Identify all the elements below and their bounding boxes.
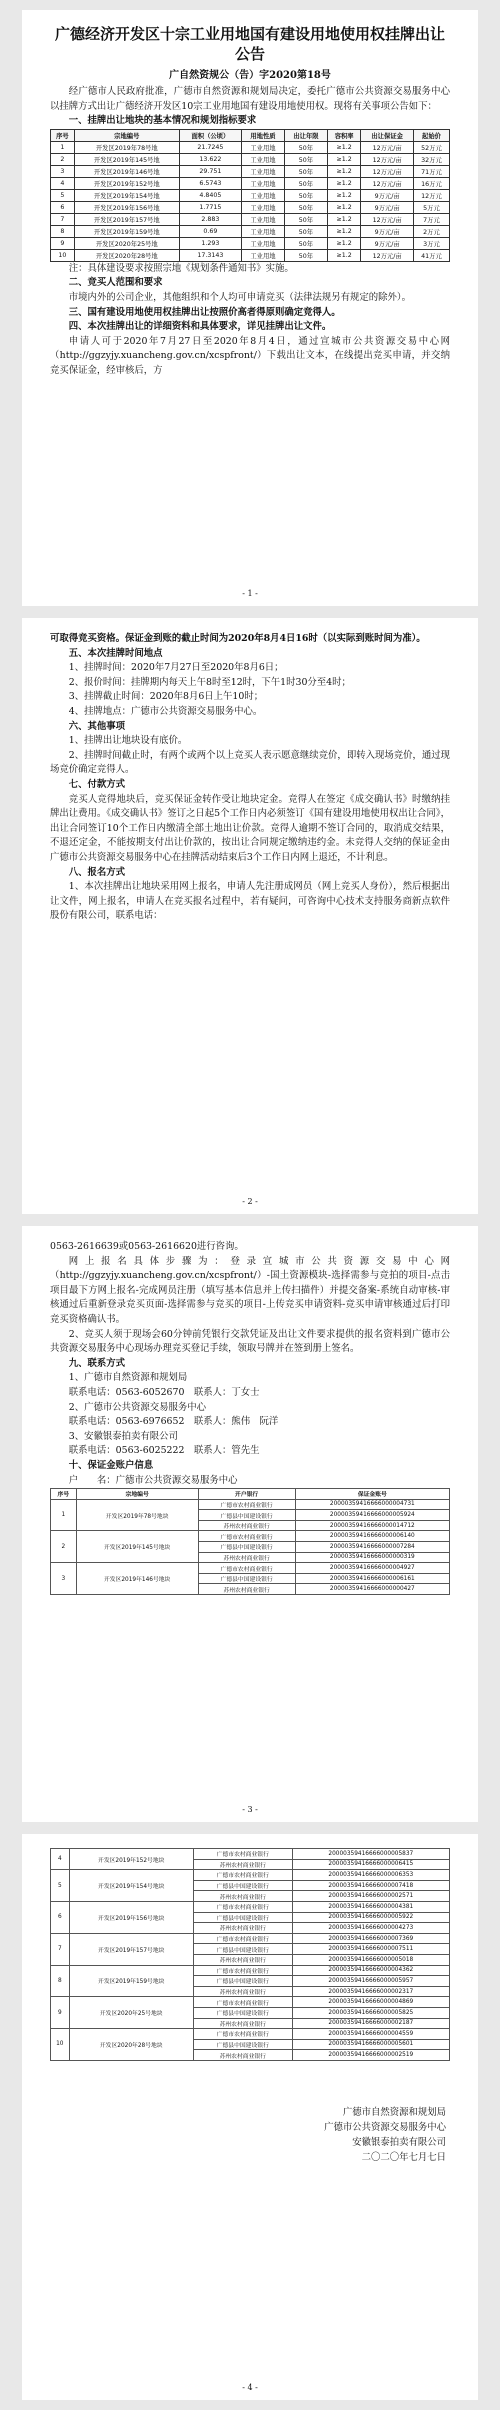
table-cell: 9 [51,237,75,249]
table-cell: ≥1.2 [327,225,360,237]
table-cell: 5 [51,189,75,201]
table-cell: 2.883 [179,213,241,225]
bank-name: 苏州农村商业银行 [193,2050,292,2061]
account-number: 20000359416666000007369 [292,1933,449,1944]
bank-name: 广德县中国建设银行 [193,1976,292,1987]
table-cell: 7万元 [413,213,449,225]
bank-name: 广德市农村商业银行 [198,1499,295,1510]
section-3-heading: 三、国有建设用地使用权挂牌出让按照价高者得原则确定竞得人。 [68,306,341,318]
table-row [51,1965,450,1976]
other-item-1: 1、挂牌出让地块设有底价。 [68,735,188,747]
table-cell: 7 [51,213,75,225]
page-title: 广德经济开发区十宗工业用地国有建设用地使用权挂牌出让公告 [54,25,445,63]
column-header: 出让保证金 [361,129,414,141]
account-number: 20000359416666000002519 [292,2050,449,2061]
account-number: 20000359416666000007418 [292,1880,449,1891]
column-header: 起始价 [413,129,449,141]
bank-name: 苏州农村商业银行 [193,1891,292,1902]
bank-name: 苏州农村商业银行 [193,1954,292,1965]
table-note: 注：具体建设要求按照宗地《规划条件通知书》实施。 [68,262,294,274]
account-number: 20000359416666000005601 [292,2039,449,2050]
table-cell: ≥1.2 [327,237,360,249]
bank-name: 苏州农村商业银行 [193,1923,292,1934]
account-number: 20000359416666000004381 [292,1901,449,1912]
table-cell: 50年 [284,153,327,165]
table-cell: 50年 [284,165,327,177]
section-9-heading: 九、联系方式 [68,1357,126,1369]
account-number: 20000359416666000014712 [295,1520,449,1531]
deposit-deadline-text: 可取得竞买资格。保证金到账的截止时间为2020年8月4日16时（以实际到账时间为准）。 [50,633,426,644]
table-row [51,1870,450,1881]
table-cell: 6 [51,201,75,213]
bank-name: 广德县中国建设银行 [193,1944,292,1955]
table-cell: 开发区2019年156号地 [74,201,179,213]
account-table-continued [50,1848,450,2061]
table-cell: 工业用地 [241,177,284,189]
account-table [50,1488,450,1595]
account-number: 20000359416666000004559 [292,2029,449,2040]
table-cell: 21.7245 [179,141,241,153]
table-cell: 6.5743 [179,177,241,189]
column-header: 容积率 [327,129,360,141]
section-1-heading: 一、挂牌出让地块的基本情况和规划指标要求 [68,115,257,127]
column-header: 用地性质 [241,129,284,141]
row-number: 4 [51,1849,70,1870]
bank-name: 广德市农村商业银行 [198,1531,295,1542]
account-number: 20000359416666000005018 [292,1954,449,1965]
table-cell: 13.622 [179,153,241,165]
table-cell: ≥1.2 [327,141,360,153]
bank-name: 广德县中国建设银行 [193,1912,292,1923]
onsite-registration: 2、竞买人须于现场会60分钟前凭银行交款凭证及出让文件要求提供的报名资料到广德市公共资源交易服务中心现场办理竞买登记手续，领取号牌并在签到册上签名。 [50,1328,450,1355]
page-3 [22,1226,478,1822]
contact-2-phone: 联系电话：0563-6976652 联系人：熊伟 阮洋 [68,1416,279,1428]
account-number: 20000359416666000006140 [295,1531,449,1542]
bank-name: 苏州农村商业银行 [193,2018,292,2029]
signature-block [50,2105,450,2165]
account-number: 20000359416666000000319 [295,1552,449,1563]
page-number: - 4 - [242,2383,258,2392]
listing-location: 4、挂牌地点：广德市公共资源交易服务中心。 [68,705,263,717]
account-table-header [51,1489,450,1500]
account-number: 20000359416666000007284 [295,1542,449,1553]
account-number: 20000359416666000002317 [292,1986,449,1997]
table-cell: 41万元 [413,249,449,261]
table-cell: 17.3143 [179,249,241,261]
column-header: 序号 [51,129,75,141]
row-number: 8 [51,1965,70,1997]
listing-time: 1、挂牌时间：2020年7月27日至2020年8月6日； [68,662,284,674]
account-number: 20000359416666000005922 [292,1912,449,1923]
bank-name: 广德市农村商业银行 [193,1901,292,1912]
page-4 [22,1834,478,2400]
parcel-table-header [51,129,450,141]
table-row [51,189,450,201]
row-number: 6 [51,1901,70,1933]
table-cell: 50年 [284,201,327,213]
account-number: 20000359416666000006161 [295,1573,449,1584]
contact-3-org: 3、安徽银泰拍卖有限公司 [68,1430,178,1442]
table-cell: ≥1.2 [327,177,360,189]
table-cell: 12万元/亩 [361,213,414,225]
signatory-2: 广德市公共资源交易服务中心 [324,2121,446,2133]
column-header: 出让年限 [284,129,327,141]
table-cell: 开发区2019年78号地 [74,141,179,153]
bank-name: 广德市农村商业银行 [193,1849,292,1860]
bank-name: 广德县中国建设银行 [193,2007,292,2018]
table-cell: 4.8405 [179,189,241,201]
table-cell: 1.7715 [179,201,241,213]
table-cell: 9万元/亩 [361,189,414,201]
table-cell: 12万元 [413,189,449,201]
signatory-3: 安徽银泰拍卖有限公司 [352,2136,446,2148]
table-cell: 1.293 [179,237,241,249]
intro-paragraph: 经广德市人民政府批准，广德市自然资源和规划局决定，委托广德市公共资源交易服务中心以挂牌方式出让广德经济开发区10宗工业用地国有建设用地使用权。现将有关事项公告如下： [50,86,450,112]
column-header: 开户银行 [198,1489,295,1500]
table-row [51,1997,450,2008]
parcel-id: 开发区2019年146号地块 [76,1563,198,1595]
table-cell: 3 [51,165,75,177]
account-number: 20000359416666000004273 [292,1923,449,1934]
table-cell: ≥1.2 [327,189,360,201]
row-number: 7 [51,1933,70,1965]
bank-name: 苏州农村商业银行 [193,1859,292,1870]
row-number: 1 [51,1499,77,1531]
table-cell: 9万元/亩 [361,201,414,213]
page-number: - 2 - [242,1197,258,1206]
parcel-id: 开发区2020年25号地块 [69,1997,193,2029]
table-cell: 开发区2019年159号地 [74,225,179,237]
table-cell: 3万元 [413,237,449,249]
table-cell: ≥1.2 [327,213,360,225]
table-cell: 32万元 [413,153,449,165]
table-cell: 10 [51,249,75,261]
table-row [51,1901,450,1912]
contact-1-org: 1、广德市自然资源和规划局 [68,1372,188,1384]
bank-name: 广德县中国建设银行 [198,1542,295,1553]
parcel-id: 开发区2019年156号地块 [69,1901,193,1933]
section-10-heading: 十、保证金账户信息 [68,1459,154,1471]
table-cell: 开发区2019年152号地 [74,177,179,189]
listing-deadline: 3、挂牌截止时间：2020年8月6日上午10时； [68,691,264,703]
payment-text: 竞买人竞得地块后，竞买保证金转作受让地块定金。竞得人在签定《成交确认书》时缴纳挂牌出让费用。《成交确认书》签订之日起5个工作日内必须签订《国有建设用地使用权出让合同》，出让合同签订10个工作日内缴清全部土地出让价款。竞得人逾期不签订合同的，取消成交结果，不退还定金，不能按期支付出让价款的，按出让合同规定缴纳违约金。未竞得人交纳的保证金由广德市公共资源交易服务中心在挂牌活动结束后3个工作日内网上退还，不计利息。 [50,793,450,863]
table-cell: 工业用地 [241,201,284,213]
table-cell: 9万元/亩 [361,225,414,237]
account-number: 20000359416666000004362 [292,1965,449,1976]
parcel-id: 开发区2019年159号地块 [69,1965,193,1997]
account-table-body [51,1499,450,1594]
parcel-id: 开发区2020年28号地块 [69,2029,193,2061]
table-cell: 12万元/亩 [361,141,414,153]
table-cell: 50年 [284,177,327,189]
table-cell: ≥1.2 [327,201,360,213]
row-number: 9 [51,1997,70,2029]
table-cell: ≥1.2 [327,249,360,261]
sign-date: 二〇二〇年七月七日 [361,2151,446,2163]
table-cell: 开发区2019年146号地 [74,165,179,177]
table-cell: 2万元 [413,225,449,237]
section-6-heading: 六、其他事项 [68,720,126,732]
support-phone: 0563-2616639或0563-2616620进行咨询。 [50,1241,244,1252]
table-cell: 5万元 [413,201,449,213]
account-number: 20000359416666000005957 [292,1976,449,1987]
parcel-id: 开发区2019年152号地块 [69,1849,193,1870]
table-row [51,237,450,249]
row-number: 5 [51,1870,70,1902]
contact-1-phone: 联系电话：0563-6052670 联系人：丁女士 [68,1386,260,1398]
table-row [51,153,450,165]
bank-name: 广德县中国建设银行 [193,1880,292,1891]
online-registration-steps: 网上报名具体步骤为：登录宣城市公共资源交易中心网（http://ggzyjy.xuancheng.gov.cn/xcspfront/）-国土资源模块-选择需参与竞拍的项目-点击项目最下方网上报名-完成网员注册（填写基本信息并上传扫描件）并提交备案-系统自动审核-审核通过后重新登录竞买页面-选择需参与竞买的项目-上传竞买申请资料-竞买申请审核通过后打印竞买资格确认书。 [50,1255,450,1325]
account-holder: 户 名：广德市公共资源交易服务中心 [68,1474,238,1486]
table-cell: 工业用地 [241,249,284,261]
table-cell: 8 [51,225,75,237]
table-cell: 12万元/亩 [361,165,414,177]
table-row [51,141,450,153]
bank-name: 广德县中国建设银行 [193,2039,292,2050]
bank-name: 苏州农村商业银行 [193,1986,292,1997]
table-cell: 29.751 [179,165,241,177]
section-4-heading: 四、本次挂牌出让的详细资料和具体要求，详见挂牌出让文件。 [68,321,332,333]
document-number: 广自然资规公（告）字2020第18号 [169,70,331,81]
table-cell: 50年 [284,213,327,225]
table-cell: 71万元 [413,165,449,177]
table-row [51,249,450,261]
row-number: 10 [51,2029,70,2061]
account-number: 20000359416666000002187 [292,2018,449,2029]
parcel-id: 开发区2019年157号地块 [69,1933,193,1965]
table-cell: 开发区2020年25号地 [74,237,179,249]
bank-name: 广德市农村商业银行 [193,1965,292,1976]
table-row [51,225,450,237]
table-cell: 开发区2019年157号地 [74,213,179,225]
account-number: 20000359416666000007511 [292,1944,449,1955]
table-cell: 工业用地 [241,213,284,225]
table-cell: ≥1.2 [327,153,360,165]
bank-name: 广德县中国建设银行 [198,1573,295,1584]
bank-name: 广德市农村商业银行 [198,1563,295,1574]
section-2-text: 市境内外的公司企业，其他组织和个人均可申请竞买（法律法规另有规定的除外）。 [68,291,411,303]
table-row [51,213,450,225]
table-cell: 工业用地 [241,189,284,201]
table-cell: ≥1.2 [327,165,360,177]
bank-name: 广德市农村商业银行 [193,1870,292,1881]
bank-name: 广德市农村商业银行 [193,2029,292,2040]
bank-name: 苏州农村商业银行 [198,1552,295,1563]
table-cell: 开发区2019年154号地 [74,189,179,201]
bank-name: 广德市农村商业银行 [193,1997,292,2008]
table-cell: 开发区2019年145号地 [74,153,179,165]
account-number: 20000359416666000000427 [295,1584,449,1595]
table-row [51,2029,450,2040]
section-8-heading: 八、报名方式 [68,866,126,878]
account-number: 20000359416666000005924 [295,1510,449,1521]
section-2-heading: 二、竞买人范围和要求 [68,277,163,289]
account-number: 20000359416666000004927 [295,1563,449,1574]
column-header: 宗地编号 [76,1489,198,1500]
section-5-heading: 五、本次挂牌时间地点 [68,647,163,659]
table-cell: 工业用地 [241,165,284,177]
bank-name: 苏州农村商业银行 [198,1584,295,1595]
table-cell: 12万元/亩 [361,153,414,165]
table-cell: 工业用地 [241,237,284,249]
bank-name: 苏州农村商业银行 [198,1520,295,1531]
table-cell: 12万元/亩 [361,177,414,189]
table-row [51,201,450,213]
table-row [51,1563,450,1574]
table-cell: 1 [51,141,75,153]
table-cell: 50年 [284,141,327,153]
parcel-id: 开发区2019年154号地块 [69,1870,193,1902]
page-number: - 1 - [242,589,258,598]
other-item-2: 2、挂牌时间截止时，有两个或两个以上竞买人表示愿意继续竞价，即转入现场竞价，通过现场竞价确定竞得人。 [50,749,450,776]
page-1 [22,10,478,606]
registration-text: 1、本次挂牌出让地块采用网上报名，申请人先注册成网员（网上竞买人身份），然后根据出让文件，网上报名，申请人在竞买报名过程中，若有疑问，可咨询中心技术支持服务商新点软件股份有限公司，联系电话： [50,881,450,922]
column-header: 保证金账号 [295,1489,449,1500]
account-number: 20000359416666000004869 [292,1997,449,2008]
page-2 [22,618,478,1214]
account-number: 20000359416666000005825 [292,2007,449,2018]
table-cell: 9万元/亩 [361,237,414,249]
table-cell: 50年 [284,249,327,261]
table-cell: 50年 [284,237,327,249]
table-cell: 0.69 [179,225,241,237]
parcel-table-body [51,141,450,261]
table-cell: 2 [51,153,75,165]
column-header: 面积（公顷） [179,129,241,141]
table-row [51,165,450,177]
table-cell: 4 [51,177,75,189]
bidding-time: 2、报价时间：挂牌期内每天上午8时至12时，下午1时30分至4时； [68,676,351,688]
column-header: 宗地编号 [74,129,179,141]
table-cell: 开发区2020年28号地 [74,249,179,261]
table-row [51,177,450,189]
bank-name: 广德市农村商业银行 [193,1933,292,1944]
account-number: 20000359416666000006353 [292,1870,449,1881]
signatory-1: 广德市自然资源和规划局 [342,2106,446,2118]
table-cell: 50年 [284,189,327,201]
parcel-id: 开发区2019年78号地块 [76,1499,198,1531]
account-number: 20000359416666000002571 [292,1891,449,1902]
table-cell: 50年 [284,225,327,237]
section-4-text: 申请人可于2020年7月27日至2020年8月4日，通过宣城市公共资源交易中心网（http://ggzyjy.xuancheng.gov.cn/xcspfront/）下载出让文本，在线提出竞买申请，并交纳竞买保证金，经审核后，方 [50,335,450,376]
row-number: 3 [51,1563,77,1595]
column-header: 序号 [51,1489,77,1500]
table-cell: 16万元 [413,177,449,189]
table-cell: 12万元/亩 [361,249,414,261]
contact-3-phone: 联系电话：0563-6025222 联系人：管先生 [68,1445,260,1457]
table-cell: 52万元 [413,141,449,153]
row-number: 2 [51,1531,77,1563]
account-number: 20000359416666000005837 [292,1849,449,1860]
table-row [51,1933,450,1944]
parcel-id: 开发区2019年145号地块 [76,1531,198,1563]
section-7-heading: 七、付款方式 [68,778,126,790]
contact-2-org: 2、广德市公共资源交易服务中心 [68,1401,207,1413]
page-number: - 3 - [242,1805,258,1814]
parcel-table [50,129,450,262]
table-cell: 工业用地 [241,141,284,153]
table-cell: 工业用地 [241,225,284,237]
table-row [51,1499,450,1510]
table-row [51,1531,450,1542]
account-table-body [51,1849,450,2061]
table-row [51,1849,450,1860]
account-number: 20000359416666000004731 [295,1499,449,1510]
bank-name: 广德县中国建设银行 [198,1510,295,1521]
table-cell: 工业用地 [241,153,284,165]
account-number: 20000359416666000006415 [292,1859,449,1870]
